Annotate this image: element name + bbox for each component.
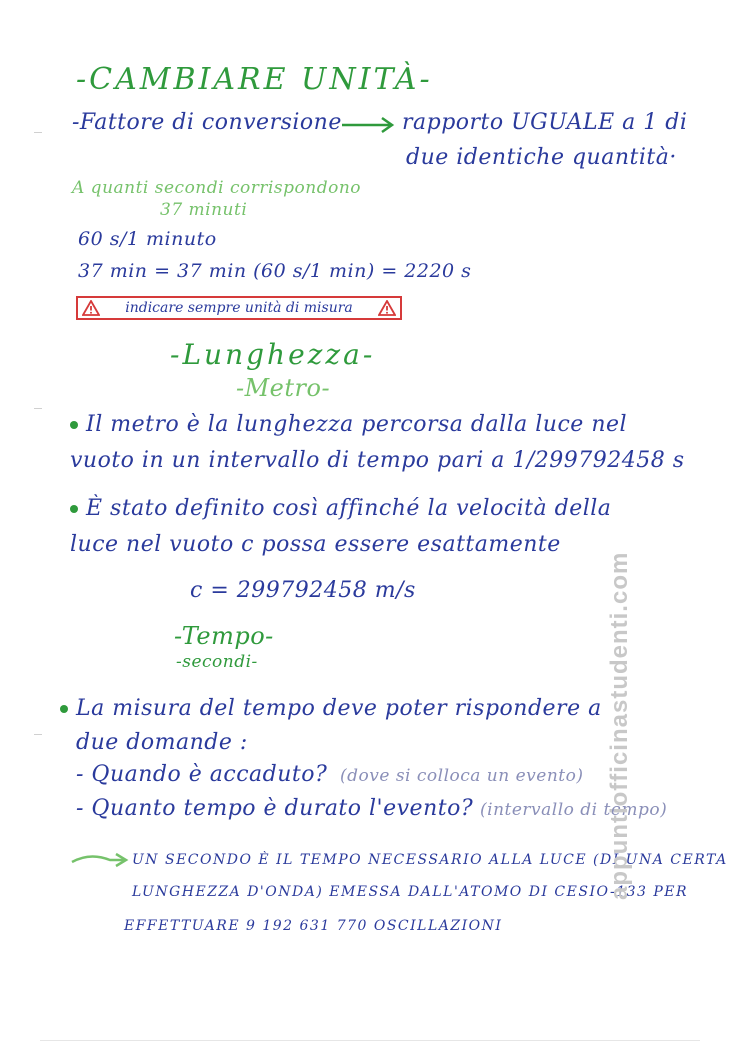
margin-mark [34,408,42,409]
warning-text: indicare sempre unità di misura [125,300,353,316]
calc-line-1: 60 s/1 minuto [78,228,217,250]
metro-definition-line-2: vuoto in un intervallo di tempo pari a 1/299792458 s [70,448,685,473]
bullet-icon [60,705,68,713]
definito-line-2: luce nel vuoto c possa essere esattamente [70,532,561,557]
margin-mark [34,132,42,133]
secondo-definition-line-2: LUNGHEZZA D'ONDA) EMESSA DALL'ATOMO DI CESIO-133 PER [132,884,689,900]
lunghezza-title: -Lunghezza- [170,338,376,371]
quanti-secondi-line-1: A quanti secondi corrispondono [72,178,362,198]
domanda-2: - Quanto tempo è durato l'evento? [76,796,474,821]
metro-definition-text-1: Il metro è la lunghezza percorsa dalla luce nel [86,412,628,437]
arrow-right-icon [340,116,398,134]
page-bottom-line [40,1040,700,1041]
definito-line-1 [70,496,611,521]
secondo-definition-line-3: EFFETTUARE 9 192 631 770 OSCILLAZIONI [124,918,503,934]
secondo-definition-line-1: UN SECONDO È IL TEMPO NECESSARIO ALLA LUCE (DI UNA CERTA [132,852,728,868]
tempo-title: -Tempo- [174,622,274,650]
warning-box [76,296,402,320]
speed-of-light-value: c = 299792458 m/s [190,578,416,603]
warning-icon [378,300,396,316]
misura-line-1 [60,696,602,721]
warning-icon [82,300,100,316]
secondi-title: -secondi- [176,652,258,672]
quanti-secondi-line-2: 37 minuti [160,200,248,220]
domanda-2-note: (intervallo di tempo) [480,800,668,820]
misura-line-2: due domande : [76,730,248,755]
domanda-1: - Quando è accaduto? [76,762,328,787]
rapporto-line-1: rapporto UGUALE a 1 di [402,110,688,135]
watermark: appuntiofficinastudenti.com [606,551,633,900]
misura-text-1: La misura del tempo deve poter rispondere a [76,696,602,721]
bullet-icon [70,421,78,429]
arrow-right-icon [70,850,132,870]
cambiare-unita-title: -CAMBIARE UNITÀ- [76,62,433,97]
calc-line-2: 37 min = 37 min (60 s/1 min) = 2220 s [78,260,472,282]
bullet-icon [70,505,78,513]
domanda-1-note: (dove si colloca un evento) [340,766,584,786]
metro-title: -Metro- [236,374,331,402]
definito-text-1: È stato definito così affinché la velocità della [86,496,612,521]
fattore-conversione: -Fattore di conversione [72,110,342,135]
rapporto-line-2: due identiche quantità· [406,145,677,170]
margin-mark [34,734,42,735]
metro-definition-line-1 [70,412,627,437]
